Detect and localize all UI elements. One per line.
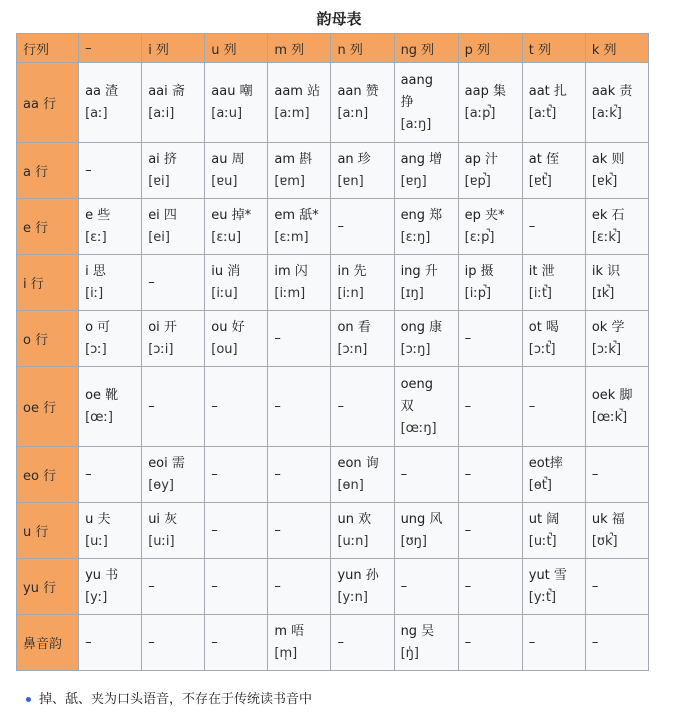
rhyme-text: oi 开 xyxy=(148,319,177,335)
ipa-text: [ɵt̚] xyxy=(528,477,552,493)
rhyme-text: aat 扎 xyxy=(528,83,567,99)
empty-dash: – xyxy=(337,218,344,234)
empty-dash: – xyxy=(464,466,472,482)
table-cell xyxy=(331,559,394,615)
table-cell xyxy=(331,615,394,671)
ipa-text: [aː] xyxy=(85,105,108,121)
table-cell xyxy=(205,447,268,503)
rhyme-text: ei 四 xyxy=(148,207,177,223)
table-cell xyxy=(268,367,331,447)
table-cell xyxy=(79,615,142,671)
table-cell xyxy=(268,143,331,199)
ipa-text: [ɐt̚] xyxy=(528,173,552,189)
row-header: o 行 xyxy=(17,311,79,367)
ipa-text: [aːt̚] xyxy=(528,105,557,121)
table-body xyxy=(17,63,649,671)
table-cell xyxy=(394,503,458,559)
table-cell xyxy=(142,447,205,503)
ipa-text: [œːk̚] xyxy=(591,409,628,425)
empty-dash: – xyxy=(337,398,344,414)
table-cell xyxy=(585,367,648,447)
ipa-text: [aːm] xyxy=(274,105,310,121)
rhyme-text: yu 书 xyxy=(85,567,119,583)
rhyme-text: oeng xyxy=(400,376,434,392)
rhyme-text: i 思 xyxy=(85,263,106,279)
rhyme-text: aa 渣 xyxy=(85,83,119,99)
table-row xyxy=(17,447,649,503)
rhyme-text: ung 风 xyxy=(400,511,443,527)
rhyme-text: ep 夹* xyxy=(464,207,505,223)
empty-dash: – xyxy=(274,578,281,594)
table-cell xyxy=(268,63,331,143)
table-cell xyxy=(331,447,394,503)
rhyme-text: eng 郑 xyxy=(400,207,443,223)
rhyme-text: ek 石 xyxy=(591,207,625,223)
table-cell xyxy=(522,559,585,615)
table-cell xyxy=(458,503,522,559)
table-cell xyxy=(522,63,585,143)
empty-dash: – xyxy=(400,466,408,482)
table-cell xyxy=(331,63,394,143)
rhyme-text: aai 斋 xyxy=(148,83,185,99)
ipa-text: [ɛːu] xyxy=(211,229,242,245)
ipa-text: [ɛːm] xyxy=(274,229,309,245)
table-cell xyxy=(585,311,648,367)
empty-dash: – xyxy=(85,466,92,482)
empty-dash: – xyxy=(464,578,472,594)
ipa-text: [ɵy] xyxy=(148,477,174,493)
bullet-icon xyxy=(26,697,31,702)
empty-dash: – xyxy=(211,398,218,414)
empty-dash: – xyxy=(591,466,599,482)
table-cell xyxy=(268,559,331,615)
empty-dash: – xyxy=(211,466,218,482)
ipa-text: [yːn] xyxy=(337,589,368,605)
rhyme-text: am 斟 xyxy=(274,151,313,167)
table-row xyxy=(17,199,649,255)
rhyme-text: e 些 xyxy=(85,207,111,223)
footnote xyxy=(26,688,312,707)
table-cell xyxy=(458,447,522,503)
ipa-text: [ɐn] xyxy=(337,173,364,189)
column-header: i 列 xyxy=(142,34,205,63)
rhyme-text: ik 识 xyxy=(591,263,621,279)
rhyme-text: at 侄 xyxy=(528,151,559,167)
table-title: 韵母表 xyxy=(316,10,362,28)
table-cell xyxy=(458,63,522,143)
ipa-text: [ɔːn] xyxy=(337,341,368,357)
table-cell xyxy=(585,199,648,255)
empty-dash: – xyxy=(464,522,472,538)
rhyme-text: yut 雪 xyxy=(528,567,567,583)
rhyme-text: 挣 xyxy=(400,94,414,110)
table-cell xyxy=(394,311,458,367)
ipa-text: [iːm] xyxy=(274,285,306,301)
table-cell xyxy=(394,367,458,447)
table-cell xyxy=(142,63,205,143)
ipa-text: [uːn] xyxy=(337,533,369,549)
table-cell xyxy=(522,255,585,311)
row-header: yu 行 xyxy=(17,559,79,615)
table-cell xyxy=(522,199,585,255)
rhyme-text: aap 集 xyxy=(464,83,506,99)
ipa-text: [iːu] xyxy=(211,285,238,301)
ipa-text: [ɛːŋ] xyxy=(400,229,431,245)
rhyme-text: it 泄 xyxy=(528,263,555,279)
rhyme-text: yun 孙 xyxy=(337,567,379,583)
rhyme-text: un 欢 xyxy=(337,511,372,527)
rhyme-text: ut 阔 xyxy=(528,511,560,527)
empty-dash: – xyxy=(148,274,155,290)
table-cell xyxy=(394,447,458,503)
empty-dash: – xyxy=(591,578,599,594)
table-cell xyxy=(394,255,458,311)
table-cell xyxy=(458,199,522,255)
rhyme-table xyxy=(16,33,649,671)
ipa-text: [ɔːt̚] xyxy=(528,341,556,357)
ipa-text: [ɐu] xyxy=(211,173,238,189)
rhyme-text: on 看 xyxy=(337,319,371,335)
column-header: p 列 xyxy=(458,34,522,63)
table-row xyxy=(17,311,649,367)
empty-dash: – xyxy=(148,578,155,594)
table-cell xyxy=(205,503,268,559)
table-cell xyxy=(142,311,205,367)
row-header: oe 行 xyxy=(17,367,79,447)
table-cell xyxy=(79,503,142,559)
table-cell xyxy=(585,255,648,311)
table-cell xyxy=(205,199,268,255)
ipa-text: [m̩] xyxy=(274,645,298,661)
table-cell xyxy=(522,503,585,559)
table-cell xyxy=(79,311,142,367)
ipa-text: [aːk̚] xyxy=(591,105,622,121)
empty-dash: – xyxy=(274,522,281,538)
rhyme-text: uk 福 xyxy=(591,511,625,527)
rhyme-text: im 闪 xyxy=(274,263,308,279)
column-header: m 列 xyxy=(268,34,331,63)
table-cell xyxy=(458,559,522,615)
ipa-text: [ɛː] xyxy=(85,229,107,245)
empty-dash: – xyxy=(528,398,536,414)
rhyme-text: u 夫 xyxy=(85,511,111,527)
table-cell xyxy=(394,615,458,671)
rhyme-text: ng 吴 xyxy=(400,623,435,639)
table-cell xyxy=(268,615,331,671)
footnote-text: 掉、舐、夹为口头语音，不存在于传统读书音中 xyxy=(39,692,313,707)
rhyme-text: ing 升 xyxy=(400,263,438,279)
rhyme-text: iu 消 xyxy=(211,263,241,279)
ipa-text: [iːn] xyxy=(337,285,364,301)
empty-dash: – xyxy=(148,398,155,414)
table-cell xyxy=(331,255,394,311)
column-header: n 列 xyxy=(331,34,394,63)
ipa-text: [ei] xyxy=(148,229,170,245)
table-cell xyxy=(268,199,331,255)
table-cell xyxy=(585,615,648,671)
rhyme-text: o 可 xyxy=(85,319,111,335)
table-cell xyxy=(458,367,522,447)
ipa-text: [uːt̚] xyxy=(528,533,557,549)
row-header: aa 行 xyxy=(17,63,79,143)
table-cell xyxy=(331,503,394,559)
table-cell xyxy=(394,143,458,199)
table-cell xyxy=(522,615,585,671)
table-row xyxy=(17,367,649,447)
table-cell xyxy=(522,311,585,367)
ipa-text: [ɛːk̚] xyxy=(591,229,621,245)
empty-dash: – xyxy=(211,634,218,650)
table-cell xyxy=(585,63,648,143)
rhyme-text: ui 灰 xyxy=(148,511,178,527)
table-cell xyxy=(142,503,205,559)
ipa-text: [ɔːi] xyxy=(148,341,174,357)
rhyme-text: m 唔 xyxy=(274,623,305,639)
header-row xyxy=(17,34,649,63)
row-header: 鼻音韵 xyxy=(17,615,79,671)
ipa-text: [yːt̚] xyxy=(528,589,557,605)
empty-dash: – xyxy=(591,634,599,650)
empty-dash: – xyxy=(274,466,281,482)
table-cell xyxy=(268,447,331,503)
row-header: e 行 xyxy=(17,199,79,255)
table-cell xyxy=(522,367,585,447)
empty-dash: – xyxy=(274,330,281,346)
table-cell xyxy=(205,63,268,143)
ipa-text: [aːp̚] xyxy=(464,105,496,121)
table-cell xyxy=(394,63,458,143)
rhyme-text: ong 康 xyxy=(400,319,443,335)
table-cell xyxy=(205,367,268,447)
table-cell xyxy=(205,143,268,199)
table-cell xyxy=(331,367,394,447)
ipa-text: [ɔːŋ] xyxy=(400,341,431,357)
table-cell xyxy=(142,559,205,615)
ipa-text: [ɪŋ] xyxy=(400,285,424,301)
ipa-text: [œːŋ] xyxy=(400,420,437,436)
empty-dash: – xyxy=(464,330,472,346)
table-row xyxy=(17,143,649,199)
row-header: i 行 xyxy=(17,255,79,311)
table-cell xyxy=(458,143,522,199)
table-cell xyxy=(522,143,585,199)
ipa-text: [ou] xyxy=(211,341,238,357)
ipa-text: [yː] xyxy=(85,589,108,605)
rhyme-text: ap 汁 xyxy=(464,151,499,167)
ipa-text: [ɐm] xyxy=(274,173,305,189)
table-cell xyxy=(394,199,458,255)
ipa-text: [ɪk̚] xyxy=(591,285,615,301)
rhyme-text: ot 喝 xyxy=(528,319,559,335)
ipa-text: [aːu] xyxy=(211,105,243,121)
table-cell xyxy=(394,559,458,615)
ipa-text: [ɐŋ] xyxy=(400,173,427,189)
empty-dash: – xyxy=(85,162,92,178)
table-cell xyxy=(585,143,648,199)
column-header: ng 列 xyxy=(394,34,458,63)
ipa-text: [ɔːk̚] xyxy=(591,341,622,357)
ipa-text: [aːn] xyxy=(337,105,369,121)
rhyme-text: aan 赞 xyxy=(337,83,379,99)
table-cell xyxy=(585,503,648,559)
rhyme-text: au 周 xyxy=(211,151,245,167)
empty-dash: – xyxy=(528,218,536,234)
rhyme-text: aau 嘲 xyxy=(211,83,253,99)
empty-dash: – xyxy=(211,522,218,538)
table-cell xyxy=(142,367,205,447)
ipa-text: [iːp̚] xyxy=(464,285,492,301)
table-row xyxy=(17,615,649,671)
rhyme-text: an 珍 xyxy=(337,151,371,167)
table-cell xyxy=(268,503,331,559)
ipa-text: [uː] xyxy=(85,533,108,549)
table-row xyxy=(17,63,649,143)
table-cell xyxy=(142,615,205,671)
empty-dash: – xyxy=(337,634,344,650)
empty-dash: – xyxy=(85,634,92,650)
table-cell xyxy=(142,199,205,255)
table-cell xyxy=(205,615,268,671)
ipa-text: [ɔː] xyxy=(85,341,107,357)
ipa-text: [ʊŋ] xyxy=(400,533,427,549)
rhyme-text: ok 学 xyxy=(591,319,625,335)
ipa-text: [œː] xyxy=(85,409,113,425)
ipa-text: [iː] xyxy=(85,285,104,301)
rhyme-text: eon 询 xyxy=(337,455,379,471)
table-cell xyxy=(205,559,268,615)
table-cell xyxy=(205,311,268,367)
rhyme-text: ip 摄 xyxy=(464,263,494,279)
rhyme-text: ou 好 xyxy=(211,319,245,335)
empty-dash: – xyxy=(528,634,536,650)
table-cell xyxy=(79,143,142,199)
row-header: u 行 xyxy=(17,503,79,559)
table-cell xyxy=(79,255,142,311)
column-header: u 列 xyxy=(205,34,268,63)
table-cell xyxy=(585,559,648,615)
ipa-text: [uːi] xyxy=(148,533,175,549)
table-row xyxy=(17,559,649,615)
table-cell xyxy=(331,143,394,199)
table-cell xyxy=(79,447,142,503)
empty-dash: – xyxy=(464,634,472,650)
rhyme-text: em 舐* xyxy=(274,207,319,223)
table-cell xyxy=(205,255,268,311)
table-cell xyxy=(458,255,522,311)
ipa-text: [aːŋ] xyxy=(400,116,432,132)
rhyme-text: aam 站 xyxy=(274,83,321,99)
table-cell xyxy=(522,447,585,503)
empty-dash: – xyxy=(148,634,155,650)
ipa-text: [ɐi] xyxy=(148,173,170,189)
table-cell xyxy=(79,199,142,255)
table-cell xyxy=(268,311,331,367)
column-header: k 列 xyxy=(585,34,648,63)
column-header: – xyxy=(79,34,142,63)
table-cell xyxy=(268,255,331,311)
ipa-text: [ɛːp̚] xyxy=(464,229,495,245)
table-cell xyxy=(142,255,205,311)
rhyme-text: aak 责 xyxy=(591,83,633,99)
column-header: t 列 xyxy=(522,34,585,63)
table-cell xyxy=(331,199,394,255)
ipa-text: [ɐp̚] xyxy=(464,173,491,189)
table-row xyxy=(17,255,649,311)
empty-dash: – xyxy=(464,398,472,414)
rhyme-text: ak 则 xyxy=(591,151,625,167)
rhyme-text: eoi 需 xyxy=(148,455,185,471)
empty-dash: – xyxy=(211,578,218,594)
rhyme-text: eu 掉* xyxy=(211,207,252,223)
ipa-text: [ŋ̍] xyxy=(400,645,419,661)
row-header: eo 行 xyxy=(17,447,79,503)
row-header: a 行 xyxy=(17,143,79,199)
table-cell xyxy=(458,311,522,367)
ipa-text: [ɵn] xyxy=(337,477,364,493)
table-cell xyxy=(79,559,142,615)
rhyme-text: ai 挤 xyxy=(148,151,177,167)
rhyme-text: eot摔 xyxy=(528,455,563,471)
ipa-text: [ʊk̚] xyxy=(591,533,618,549)
rhyme-text: 双 xyxy=(400,398,414,414)
ipa-text: [ɐk̚] xyxy=(591,173,618,189)
column-header: 行列 xyxy=(17,34,79,63)
ipa-text: [aːi] xyxy=(148,105,175,121)
table-cell xyxy=(142,143,205,199)
rhyme-text: oe 靴 xyxy=(85,387,119,403)
table-cell xyxy=(331,311,394,367)
table-cell xyxy=(458,615,522,671)
rhyme-text: in 先 xyxy=(337,263,367,279)
empty-dash: – xyxy=(400,578,408,594)
rhyme-text: aang xyxy=(400,72,433,88)
rhyme-text: oek 脚 xyxy=(591,387,633,403)
table-cell xyxy=(79,367,142,447)
table-row xyxy=(17,503,649,559)
rhyme-text: ang 增 xyxy=(400,151,443,167)
ipa-text: [iːt̚] xyxy=(528,285,552,301)
empty-dash: – xyxy=(274,398,281,414)
table-cell xyxy=(79,63,142,143)
table-cell xyxy=(585,447,648,503)
